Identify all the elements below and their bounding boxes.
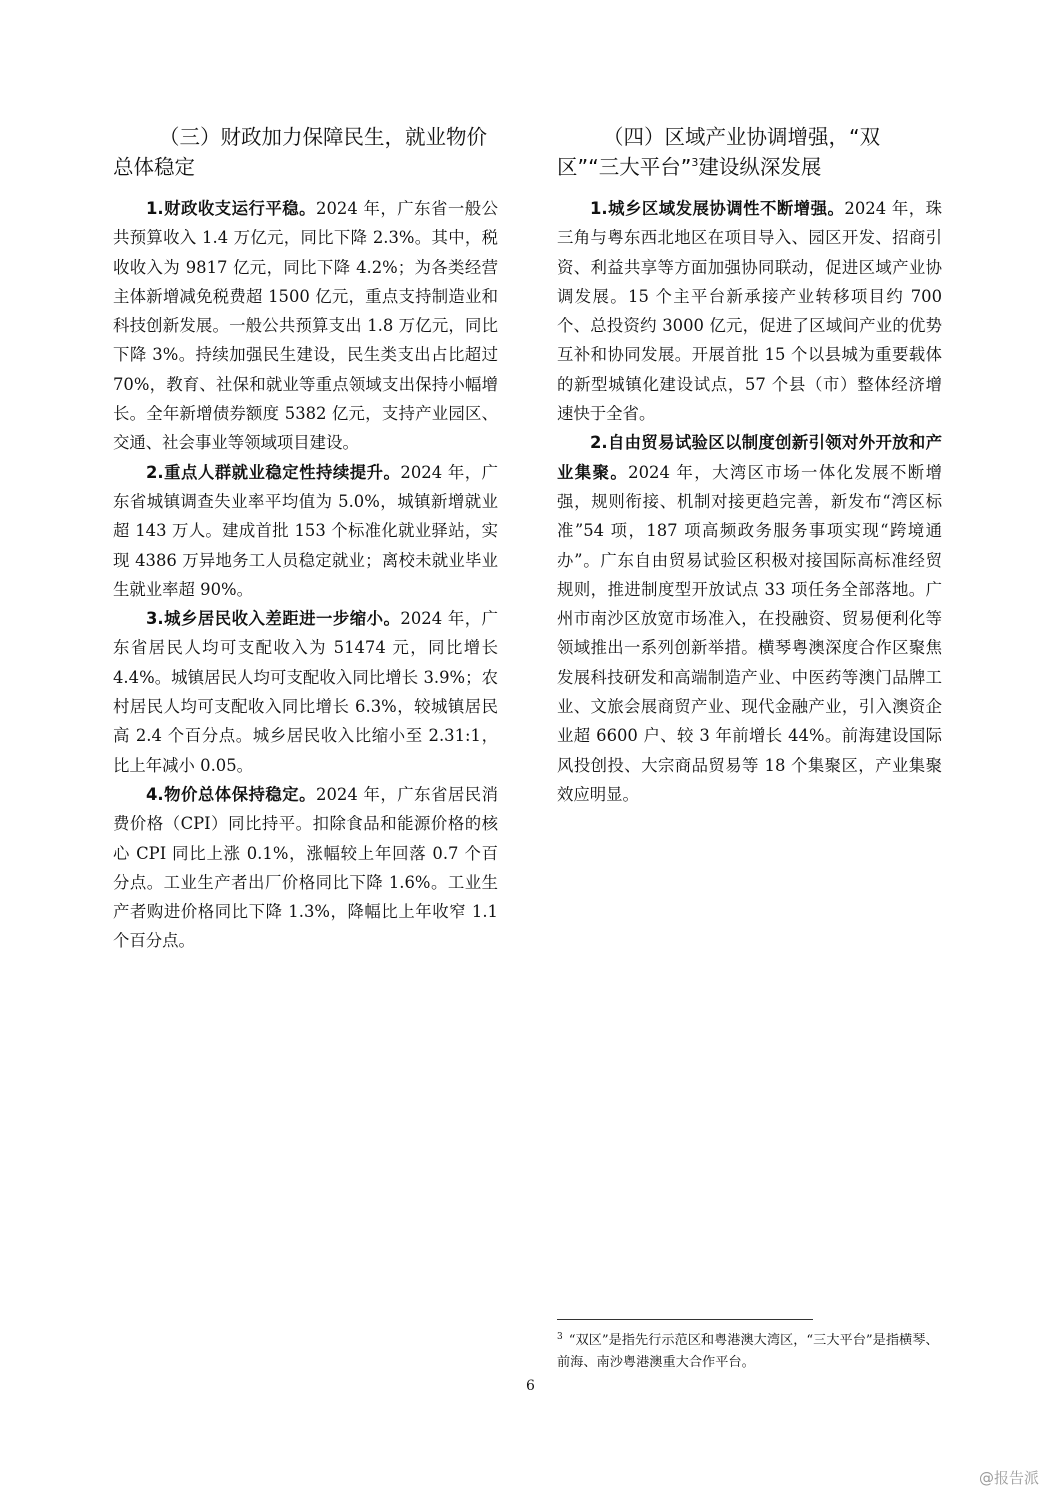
paragraph-fiscal [113,194,498,458]
paragraph-regional-lead: 1.城乡区域发展协调性不断增强。 [590,199,845,218]
section-heading-3-text: （三）财政加力保障民生，就业物价总体稳定 [113,125,487,179]
paragraph-employment-lead: 2.重点人群就业稳定性持续提升。 [146,462,401,482]
watermark: @报告派 [978,1469,1039,1487]
paragraph-income-gap-body: 2024 年，广东省居民人均可支配收入为 51474 元，同比增长 4.4%。城镇居民人均可支配收入同比增长 3.9%；农村居民人均可支配收入同比增长 6.3%，较城镇居民高 2.4 个百分点。城乡居民收入比缩小至 2.31:1，比上年减小 0.05。 [113,609,498,775]
footnote-text: “双区”是指先行示范区和粤港澳大湾区，“三大平台”是指横琴、前海、南沙粤港澳重大合作平台。 [557,1333,939,1370]
footnote-marker[interactable]: 3 [691,156,699,170]
paragraph-prices-body: 2024 年，广东省居民消费价格（CPI）同比持平。扣除食品和能源价格的核心 CPI 同比上涨 0.1%，涨幅较上年回落 0.7 个百分点。工业生产者出厂价格同比下降 1.6%。工业生产者购进价格同比下降 1.3%，降幅比上年收窄 1.1 个百分点。 [113,784,498,951]
section-heading-4 [557,122,942,182]
paragraph-fiscal-lead: 1.财政收支运行平稳。 [146,199,317,218]
paragraph-prices [113,780,498,956]
section-heading-4-text-b: 建设纵深发展 [698,155,822,179]
page-number: 6 [526,1378,535,1394]
paragraph-ftz-body: 2024 年，大湾区市场一体化发展不断增强，规则衔接、机制对接更趋完善，新发布“湾区标准”54 项，187 项高频政务服务事项实现“跨境通办”。广东自由贸易试验区积极对接国际高标准经贸规则，推进制度型开放试点 33 项任务全部落地。广州市南沙区放宽市场准入，在投融资、贸易便利化等领域推出一系列创新举措。横琴粤澳深度合作区聚焦发展科技研发和高端制造产业、中医药等澳门品牌工业、文旅会展商贸产业、现代金融产业，引入澳资企业超 6600 户、较 3 年前增长 44%。前海建设国际风投创投、大宗商品贸易等 18 个集聚区，产业集聚效应明显。 [557,462,942,804]
paragraph-fiscal-body: 2024 年，广东省一般公共预算收入 1.4 万亿元，同比下降 2.3%。其中，税收收入为 9817 亿元，同比下降 4.2%；为各类经营主体新增减免税费超 1500 亿元，重点支持制造业和科技创新发展。一般公共预算支出 1.8 万亿元，同比下降 3%。持续加强民生建设，民生类支出占比超过 70%，教育、社保和就业等重点领域支出保持小幅增长。全年新增债券额度 5382 亿元，支持产业园区、交通、社会事业等领域项目建设。 [113,199,498,453]
paragraph-income-gap [113,604,498,780]
paragraph-employment-body: 2024 年，广东省城镇调查失业率平均值为 5.0%，城镇新增就业超 143 万人。建成首批 153 个标准化就业驿站，实现 4386 万异地务工人员稳定就业；离校未就业毕业生就业率超 90%。 [113,462,498,599]
paragraph-income-gap-lead: 3.城乡居民收入差距进一步缩小。 [146,609,401,629]
paragraph-prices-lead: 4.物价总体保持稳定。 [146,784,317,804]
paragraph-regional [557,194,942,428]
footnote [557,1330,947,1374]
paragraph-employment [113,458,498,604]
paragraph-ftz [557,428,942,809]
right-column [557,122,942,809]
section-heading-3 [113,122,498,182]
left-column [113,122,498,956]
paragraph-ftz-lead: 2.自由贸易试验区以制度创新引领对外开放和产业集聚。 [557,433,942,482]
footnote-number: 3 [557,1331,563,1342]
footnote-divider [557,1319,813,1320]
paragraph-regional-body: 2024 年，珠三角与粤东西北地区在项目导入、园区开发、招商引资、利益共享等方面加强协同联动，促进区域产业协调发展。15 个主平台新承接产业转移项目约 700 个、总投资约 3000 亿元，促进了区域间产业的优势互补和协同发展。开展首批 15 个以县城为重要载体的新型城镇化建设试点，57 个县（市）整体经济增速快于全省。 [557,199,942,424]
section-heading-4-text-a: （四）区域产业协调增强，“双区”“三大平台” [557,125,881,179]
